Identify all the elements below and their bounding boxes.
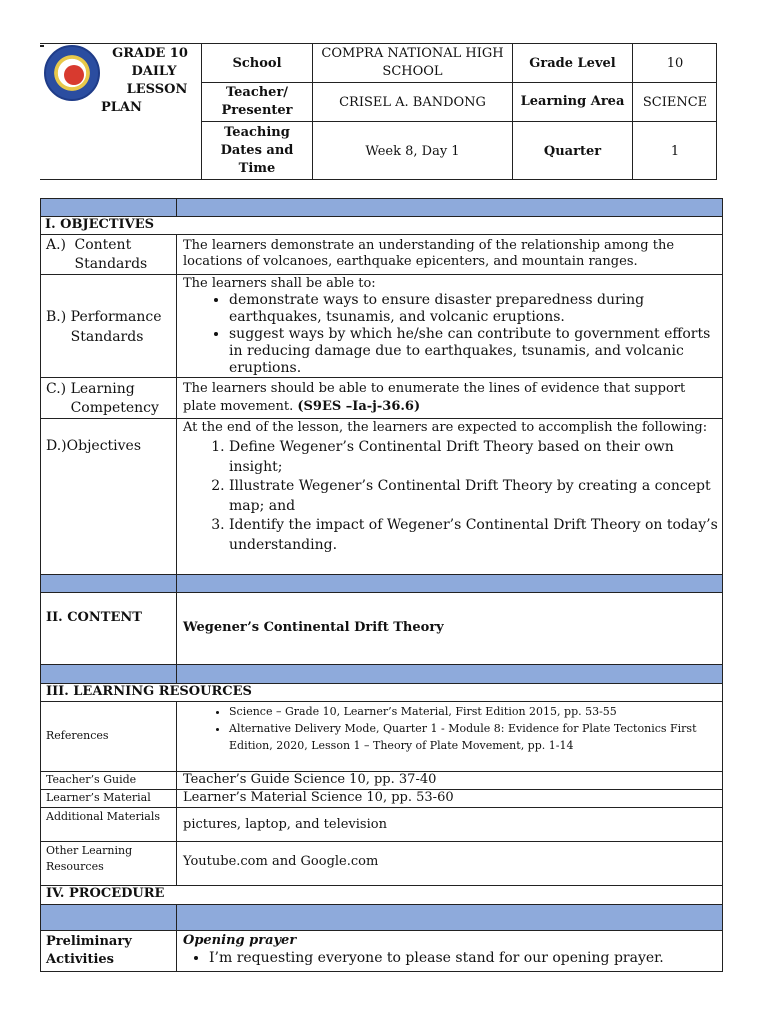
learning-competency-text: The learners should be able to enumerate the lines of evidence that support plate movement. (183, 381, 686, 414)
objective-item: 2. Illustrate Wegener’s Continental Drift Theory by creating a concept map; and (229, 477, 718, 516)
performance-list (183, 292, 718, 377)
plan-title-line3: LESSON (126, 82, 188, 97)
teacher-label: Teacher/ Presenter (221, 85, 293, 118)
objective-item: 1. Define Wegener’s Continental Drift Theory based on their own insight; (229, 438, 718, 477)
performance-item: • demonstrate ways to ensure disaster preparedness during earthquakes, tsunamis, and volcanic eruptions. (229, 292, 718, 326)
row-line-6 (40, 574, 723, 575)
learning-competency-prefix: C.) (46, 381, 67, 397)
additional-materials-label: Additional Materials (46, 810, 161, 823)
objectives-label-text: Objectives (66, 438, 142, 454)
teaching-dates-label: Teaching Dates and Time (220, 125, 294, 176)
teacher-value: CRISEL A. BANDONG (339, 94, 486, 110)
learners-material-value: Learner’s Material Science 10, pp. 53-60 (183, 790, 454, 805)
other-resources-label: Other Learning Resources (46, 844, 133, 873)
performance-standards-prefix: B.) (46, 309, 67, 325)
row-line-10 (40, 701, 723, 702)
school-value: COMPRA NATIONAL HIGH SCHOOL (321, 46, 504, 79)
preliminary-activities-label: Preliminary Activities (46, 934, 132, 967)
row-line-4 (40, 377, 723, 378)
opening-prayer-title: Opening prayer (183, 933, 297, 948)
learning-area-label: Learning Area (520, 94, 625, 109)
deped-seal-icon (44, 45, 100, 101)
content-standards-text: The learners demonstrate an understanding of the relationship among the locations of volcanoes, earthquake epicenters, and mountain ranges. (183, 238, 675, 269)
band-row-4 (41, 905, 722, 930)
learning-competency-label-text: Learning Competency (70, 381, 159, 416)
band-row-1 (41, 199, 722, 216)
seal-center (64, 65, 84, 85)
row-line-13 (40, 807, 723, 808)
col-divider-c (176, 701, 177, 885)
school-label: School (232, 55, 282, 71)
plan-title-line2: DAILY (131, 64, 177, 79)
other-resources-value: Youtube.com and Google.com (183, 854, 379, 869)
teachers-guide-label: Teacher’s Guide (46, 773, 137, 786)
learning-competency-label (46, 380, 171, 418)
preliminary-content (183, 932, 718, 967)
opening-prayer-item: • I’m requesting everyone to please stand for our opening prayer. (209, 949, 718, 967)
performance-standards-label (46, 307, 181, 347)
reference-item: • Science – Grade 10, Learner’s Material, First Edition 2015, pp. 53-55 (229, 703, 718, 720)
plan-title-line1: GRADE 10 (112, 46, 188, 61)
grade-level-value: 10 (666, 55, 684, 71)
content-heading: II. CONTENT (46, 610, 142, 625)
learning-resources-heading: III. LEARNING RESOURCES (46, 684, 252, 699)
content-standards-prefix: A.) (46, 237, 67, 253)
row-line-14 (40, 841, 723, 842)
objectives-heading: I. OBJECTIVES (45, 217, 154, 232)
grade-level-label: Grade Level (529, 55, 616, 71)
row-line-16 (40, 904, 723, 905)
objectives-label (46, 438, 141, 454)
quarter-value: 1 (670, 143, 680, 159)
row-line-8 (40, 664, 723, 665)
content-value: Wegener’s Continental Drift Theory (183, 620, 444, 635)
row-line-7 (40, 592, 723, 593)
objectives-intro: At the end of the lesson, the learners are expected to accomplish the following: (183, 420, 708, 435)
learners-material-label: Learner’s Material (46, 791, 151, 804)
content-standards-label (46, 236, 162, 274)
col-divider-b (176, 234, 177, 683)
plan-title-line4: PLAN (101, 100, 142, 115)
learning-competency-content (183, 380, 718, 416)
references-content (183, 703, 718, 754)
header-corner (40, 45, 44, 47)
plan-title (100, 45, 200, 99)
band-row-3 (41, 665, 722, 683)
objectives-list (183, 438, 718, 555)
col-divider-d (176, 904, 177, 972)
objectives-content (183, 419, 718, 555)
content-standards-label-text: Content Standards (74, 237, 148, 272)
reference-item: • Alternative Delivery Mode, Quarter 1 - Module 8: Evidence for Plate Tectonics First Edition, 2020, Lesson 1 – Theory of Plate Movement, pp. 1-14 (229, 720, 718, 754)
opening-prayer-list (183, 949, 718, 967)
quarter-label: Quarter (543, 143, 602, 159)
additional-materials-value: pictures, laptop, and television (183, 817, 387, 832)
objectives-prefix: D.) (46, 438, 67, 454)
procedure-heading: IV. PROCEDURE (46, 886, 165, 901)
teachers-guide-value: Teacher’s Guide Science 10, pp. 37-40 (183, 772, 437, 787)
performance-standards-content (183, 275, 718, 377)
objective-item: 3. Identify the impact of Wegener’s Continental Drift Theory on today’s understanding. (229, 516, 718, 555)
learning-competency-code: (S9ES –Ia-j-36.6) (297, 399, 421, 414)
performance-intro: The learners shall be able to: (183, 276, 376, 291)
teaching-dates-value: Week 8, Day 1 (365, 143, 460, 159)
references-list (183, 703, 718, 754)
col-divider-a (176, 199, 177, 217)
references-label: References (46, 729, 109, 742)
performance-item: • suggest ways by which he/she can contribute to government efforts in reducing damage due to earthquakes, tsunamis, and volcanic eruptions. (229, 326, 718, 377)
learning-area-value: SCIENCE (642, 94, 708, 110)
row-line-2 (40, 234, 723, 235)
performance-standards-label-text: Performance Standards (70, 309, 162, 345)
row-line-17 (40, 930, 723, 931)
band-row-2 (41, 575, 722, 592)
